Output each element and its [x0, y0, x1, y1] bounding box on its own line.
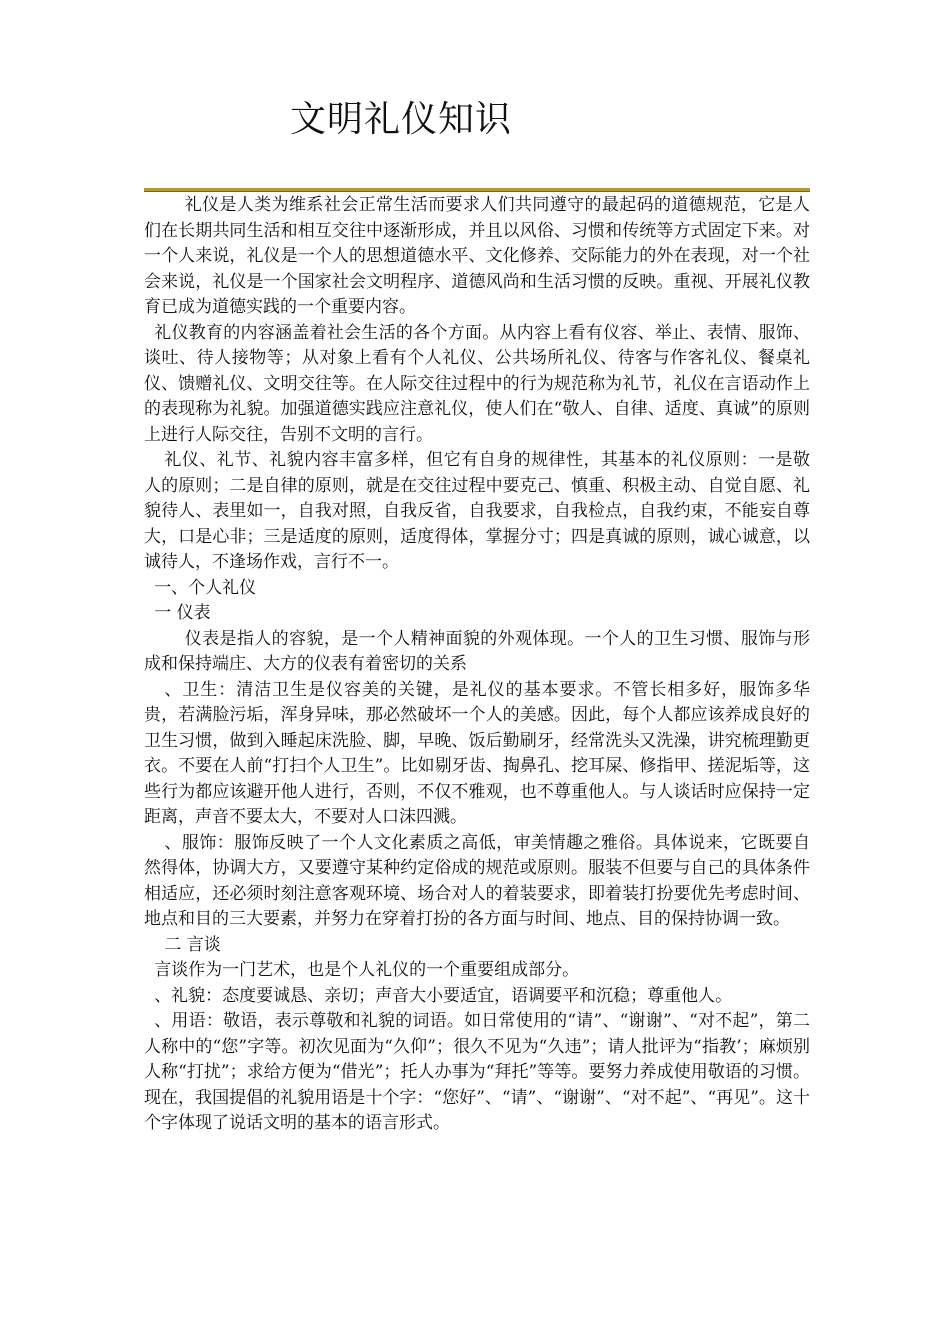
paragraph-appearance: 仪表是指人的容貌，是一个人精神面貌的外观体现。一个人的卫生习惯、服饰与形成和保持端庄、大方的仪表有着密切的关系 [144, 628, 810, 674]
paragraph-intro: 礼仪是人类为维系社会正常生活而要求人们共同遵守的最起码的道德规范，它是人们在长期共同生活和相互交往中逐渐形成，并且以风俗、习惯和传统等方式固定下来。对一个人来说，礼仪是一个人的思想道德水平、文化修养、交际能力的外在表现，对一个社会来说，礼仪是一个国家社会文明程序、道德风尚和生活习惯的反映。重视、开展礼仪教育已成为道德实践的一个重要内容。 [144, 195, 810, 317]
document-title: 文明礼仪知识 [290, 99, 513, 140]
section-heading-personal-etiquette: 一、个人礼仪 [154, 577, 257, 598]
paragraph-clothing: 、服饰：服饰反映了一个人文化素质之高低，审美情趣之雅俗。具体说来，它既要自然得体，协调大方，又要遵守某种约定俗成的规范或原则。服装不但要与自己的具体条件相适应，还必须时刻注意客观环境、场合对人的着装要求，即着装打扮要优先考虑时间、地点和目的三大要素，并努力在穿着打扮的各方面与时间、地点、目的保持协调一致。 [144, 832, 810, 929]
paragraph-courtesy: 、礼貌：态度要诚恳、亲切；声音大小要适宜，语调要平和沉稳；尊重他人。 [154, 985, 733, 1006]
paragraph-principles: 礼仪、礼节、礼貌内容丰富多样，但它有自身的规律性，其基本的礼仪原则：一是敬人的原则；二是自律的原则，就是在交往过程中要克己、慎重、积极主动、自觉自愿、礼貌待人、表里如一，自我对照，自我反省，自我要求，自我检点，自我约束，不能妄自尊大，口是心非；三是适度的原则，适度得体，掌握分寸；四是真诚的原则，诚心诚意，以诚待人，不逢场作戏，言行不一。 [144, 450, 810, 572]
subsection-heading-appearance: 一 仪表 [154, 603, 211, 623]
document-body [144, 193, 810, 1137]
paragraph-education: 礼仪教育的内容涵盖着社会生活的各个方面。从内容上看有仪容、举止、表情、服饰、谈吐、待人接物等；从对象上看有个人礼仪、公共场所礼仪、待客与作客礼仪、餐桌礼仪、馈赠礼仪、文明交往等。在人际交往过程中的行为规范称为礼节，礼仪在言语动作上的表现称为礼貌。加强道德实践应注意礼仪，使人们在“敬人、自律、适度、真诚”的原则上进行人际交往，告别不文明的言行。 [144, 322, 810, 445]
title-divider [144, 188, 810, 192]
paragraph-speech-intro: 言谈作为一门艺术，也是个人礼仪的一个重要组成部分。 [154, 960, 580, 980]
paragraph-polite-words: 、用语：敬语，表示尊敬和礼貌的词语。如日常使用的“请”、“谢谢”、“对不起”，第二人称中的“您”字等。初次见面为“久仰”；很久不见为“久违”；请人批评为“指教’；麻烦别人称“打扰”；求给方便为“借光”；托人办事为“拜托”等等。要努力养成使用敬语的习惯。现在，我国提倡的礼貌用语是十个字：“您好”、“请”、“谢谢”、“对不起”、“再见”。这十个字体现了说话文明的基本的语言形式。 [144, 1011, 810, 1133]
subsection-heading-speech: 二 言谈 [164, 934, 221, 955]
paragraph-hygiene: 、卫生：清洁卫生是仪容美的关键，是礼仪的基本要求。不管长相多好，服饰多华贵，若满脸污垢，浑身异味，那必然破坏一个人的美感。因此，每个人都应该养成良好的卫生习惯，做到入睡起床洗脸、脚，早晚、饭后勤刷牙，经常洗头又洗澡，讲究梳理勤更衣。不要在人前“打扫个人卫生”。比如剔牙齿、掏鼻孔、挖耳屎、修指甲、搓泥垢等，这些行为都应该避开他人进行，否则，不仅不雅观，也不尊重他人。与人谈话时应保持一定距离，声音不要太大，不要对人口沫四溅。 [144, 679, 810, 827]
